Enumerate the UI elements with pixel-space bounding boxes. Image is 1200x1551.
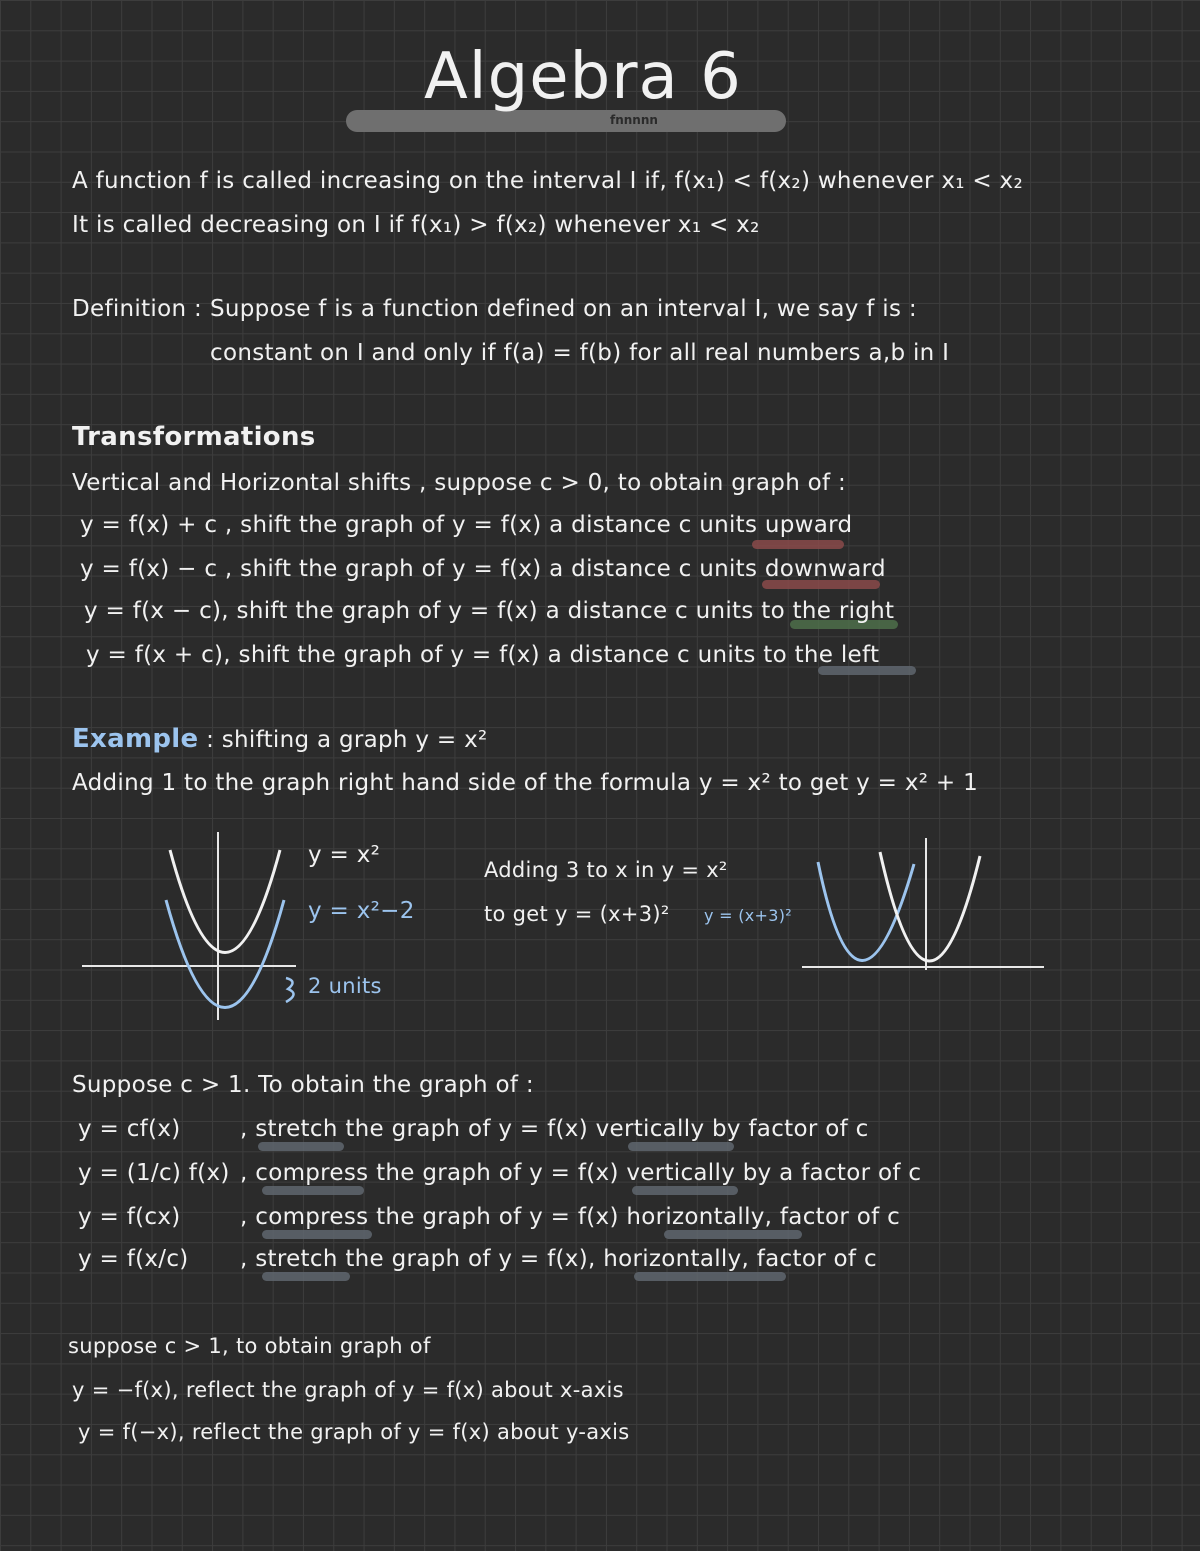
stretch-text2: factor of c: [779, 1204, 901, 1230]
example-label: Example: [72, 724, 199, 754]
shift-formula: y = f(x + c),: [86, 642, 231, 668]
stretch-desc: [240, 1160, 921, 1186]
graph2-text-1: Adding 3 to x in y = x²: [484, 858, 728, 882]
graph1-label-b: y = x²−2: [308, 898, 415, 924]
underline-compress-3: [262, 1230, 372, 1239]
transformations-intro: Vertical and Horizontal shifts , suppose c > 0, to obtain graph of :: [72, 470, 847, 496]
stretch-sep: ,: [240, 1246, 248, 1272]
shift-keyword: the left: [794, 642, 880, 668]
stretch-adverb: vertically: [626, 1160, 736, 1186]
stretch-text1: the graph of y = f(x),: [345, 1246, 596, 1272]
shift-formula: y = f(x − c),: [84, 598, 229, 624]
underline-horizontally-4: [634, 1272, 786, 1281]
reflect-row-2: y = f(−x), reflect the graph of y = f(x) about y-axis: [78, 1420, 630, 1444]
stretch-desc: [240, 1204, 900, 1230]
shift-text: shift the graph of y = f(x) a distance c units: [240, 556, 758, 582]
title-tag: fnnnnn: [610, 113, 658, 127]
stretch-formula: y = (1/c) f(x): [78, 1160, 230, 1186]
stretch-sep: ,: [240, 1116, 248, 1142]
graph1-label-a: y = x²: [308, 842, 381, 868]
intro-line-1: A function f is called increasing on the interval I if, f(x₁) < f(x₂) whenever x₁ < x₂: [72, 168, 1023, 194]
stretch-verb: stretch: [255, 1246, 338, 1272]
shift-keyword: the right: [792, 598, 895, 624]
example-title: : shifting a graph y = x²: [206, 727, 488, 753]
stretch-text2: factor of c: [756, 1246, 877, 1272]
reflect-intro: suppose c > 1, to obtain graph of: [68, 1334, 431, 1358]
stretch-verb: compress: [255, 1160, 369, 1186]
underline-vertically-2: [632, 1186, 738, 1195]
definition-line-2: constant on I and only if f(a) = f(b) for all real numbers a,b in I: [210, 340, 950, 366]
underline-vertically-1: [628, 1142, 734, 1151]
stretch-text2: by factor of c: [711, 1116, 869, 1142]
shift-text: shift the graph of y = f(x) a distance c units: [240, 512, 758, 538]
stretch-formula: y = f(x/c): [78, 1246, 189, 1272]
stretch-desc: [240, 1116, 869, 1142]
shift-keyword: downward: [764, 556, 886, 582]
graph2-parabola-blue: [818, 862, 914, 961]
stretch-text2: by a factor of c: [742, 1160, 922, 1186]
stretch-sep: ,: [240, 1204, 248, 1230]
stretch-text1: the graph of y = f(x): [345, 1116, 588, 1142]
shift-keyword: upward: [764, 512, 853, 538]
stretch-verb: compress: [255, 1204, 369, 1230]
underline-horizontally-3: [664, 1230, 802, 1239]
stretch-intro: Suppose c > 1. To obtain the graph of :: [72, 1072, 534, 1098]
graph2-text-2: to get y = (x+3)²: [484, 902, 670, 926]
stretch-text1: the graph of y = f(x): [376, 1160, 619, 1186]
underline-stretch-4: [262, 1272, 350, 1281]
graph1-units: 2 units: [308, 974, 382, 998]
definition-line-1: Suppose f is a function defined on an interval I, we say f is :: [210, 296, 917, 322]
definition-label: Definition :: [72, 296, 203, 322]
stretch-sep: ,: [240, 1160, 248, 1186]
underline-stretch-1: [258, 1142, 344, 1151]
stretch-text1: the graph of y = f(x): [376, 1204, 619, 1230]
stretch-desc: [240, 1246, 877, 1272]
graph2-label: y = (x+3)²: [704, 906, 792, 925]
example-line: Adding 1 to the graph right hand side of the formula y = x² to get y = x² + 1: [72, 770, 979, 796]
reflect-row-1: y = −f(x), reflect the graph of y = f(x) about x-axis: [72, 1378, 624, 1402]
shift-formula: y = f(x) + c ,: [80, 512, 233, 538]
stretch-adverb: vertically: [595, 1116, 705, 1142]
intro-line-2: It is called decreasing on I if f(x₁) > f(x₂) whenever x₁ < x₂: [72, 212, 760, 238]
graph2-parabola-white: [880, 852, 980, 961]
underline-compress-2: [262, 1186, 364, 1195]
shift-formula: y = f(x) − c ,: [80, 556, 233, 582]
stretch-adverb: horizontally,: [603, 1246, 750, 1272]
page-title: Algebra 6: [424, 40, 742, 114]
shift-text: shift the graph of y = f(x) a distance c units to: [236, 598, 785, 624]
transformations-heading: Transformations: [72, 422, 316, 452]
stretch-verb: stretch: [255, 1116, 338, 1142]
stretch-adverb: horizontally,: [626, 1204, 773, 1230]
stretch-formula: y = f(cx): [78, 1204, 181, 1230]
shift-text: shift the graph of y = f(x) a distance c units to: [238, 642, 787, 668]
stretch-formula: y = cf(x): [78, 1116, 181, 1142]
